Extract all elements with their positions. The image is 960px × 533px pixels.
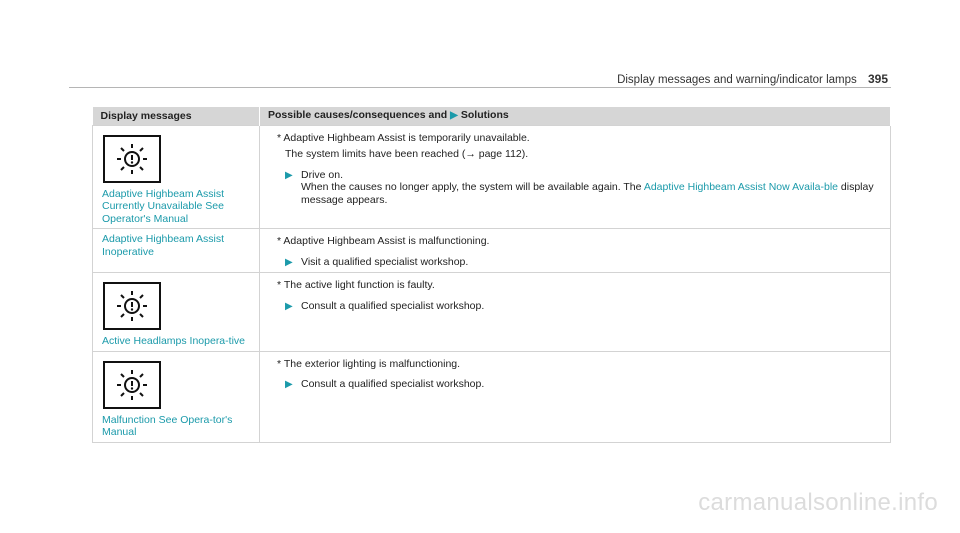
table-header-row: [93, 107, 891, 125]
step-arrow-icon: ▶: [285, 300, 293, 312]
detail-text: The system limits have been reached (→ page 112).: [285, 148, 529, 160]
step-arrow-icon: ▶: [285, 379, 293, 390]
col-header-display-messages: Display messages: [93, 107, 260, 125]
headlamp-warning-icon: [103, 361, 161, 409]
display-message-text: Adaptive Highbeam Assist Inoperative: [102, 233, 224, 258]
step-body-end: display message appears.: [301, 181, 874, 206]
solution-step: [285, 300, 881, 314]
step-text: Consult a qualified specialist workshop.: [301, 378, 485, 390]
message-cell: [93, 229, 260, 273]
header-divider: [69, 87, 891, 88]
headlamp-warning-icon: [103, 282, 161, 330]
page-number: 395: [867, 72, 888, 86]
step-arrow-icon: ▶: [285, 256, 293, 268]
table-row: [93, 229, 891, 273]
headlamp-warning-icon: [103, 135, 161, 183]
col-header-causes: Possible causes/consequences and ▶ Solutions: [260, 107, 891, 125]
display-message-text: Adaptive Highbeam Assist Currently Unavailable See Operator's Manual: [102, 187, 224, 225]
solution-step: [285, 256, 881, 270]
message-cell: [93, 125, 260, 229]
cause-text: * The active light function is faulty.: [277, 279, 435, 291]
watermark: carmanualsonline.info: [698, 489, 938, 516]
step-arrow-icon: ▶: [285, 169, 293, 181]
causes-cell: [260, 351, 891, 442]
message-cell: [93, 273, 260, 352]
cause-text: * Adaptive Highbeam Assist is malfunctioning.: [277, 235, 490, 247]
step-text: Visit a qualified specialist workshop.: [301, 255, 469, 268]
page-header: [617, 72, 888, 86]
solution-step: [285, 378, 881, 392]
table-row: [93, 273, 891, 352]
message-cell: [93, 351, 260, 442]
causes-cell: [260, 125, 891, 229]
step-body: When the causes no longer apply, the system will be available again. The: [301, 181, 642, 193]
solution-step: [285, 169, 881, 207]
step-text: Consult a qualified specialist workshop.: [301, 299, 485, 312]
cause-text: * The exterior lighting is malfunctioning.: [277, 357, 461, 370]
display-message-text: Active Headlamps Inopera-tive: [102, 335, 245, 347]
display-messages-table: [92, 107, 891, 443]
section-title: Display messages and warning/indicator lamps: [617, 74, 857, 86]
causes-cell: [260, 273, 891, 352]
cause-text: * Adaptive Highbeam Assist is temporarily unavailable.: [277, 131, 530, 144]
step-title: Drive on.: [301, 168, 344, 181]
step-link-message: Adaptive Highbeam Assist Now Availa-ble: [643, 181, 838, 193]
causes-cell: [260, 229, 891, 273]
table-row: [93, 351, 891, 442]
solution-arrow-icon: ▶: [450, 110, 458, 121]
display-message-text: Malfunction See Opera-tor's Manual: [102, 413, 233, 438]
table-row: [93, 125, 891, 229]
